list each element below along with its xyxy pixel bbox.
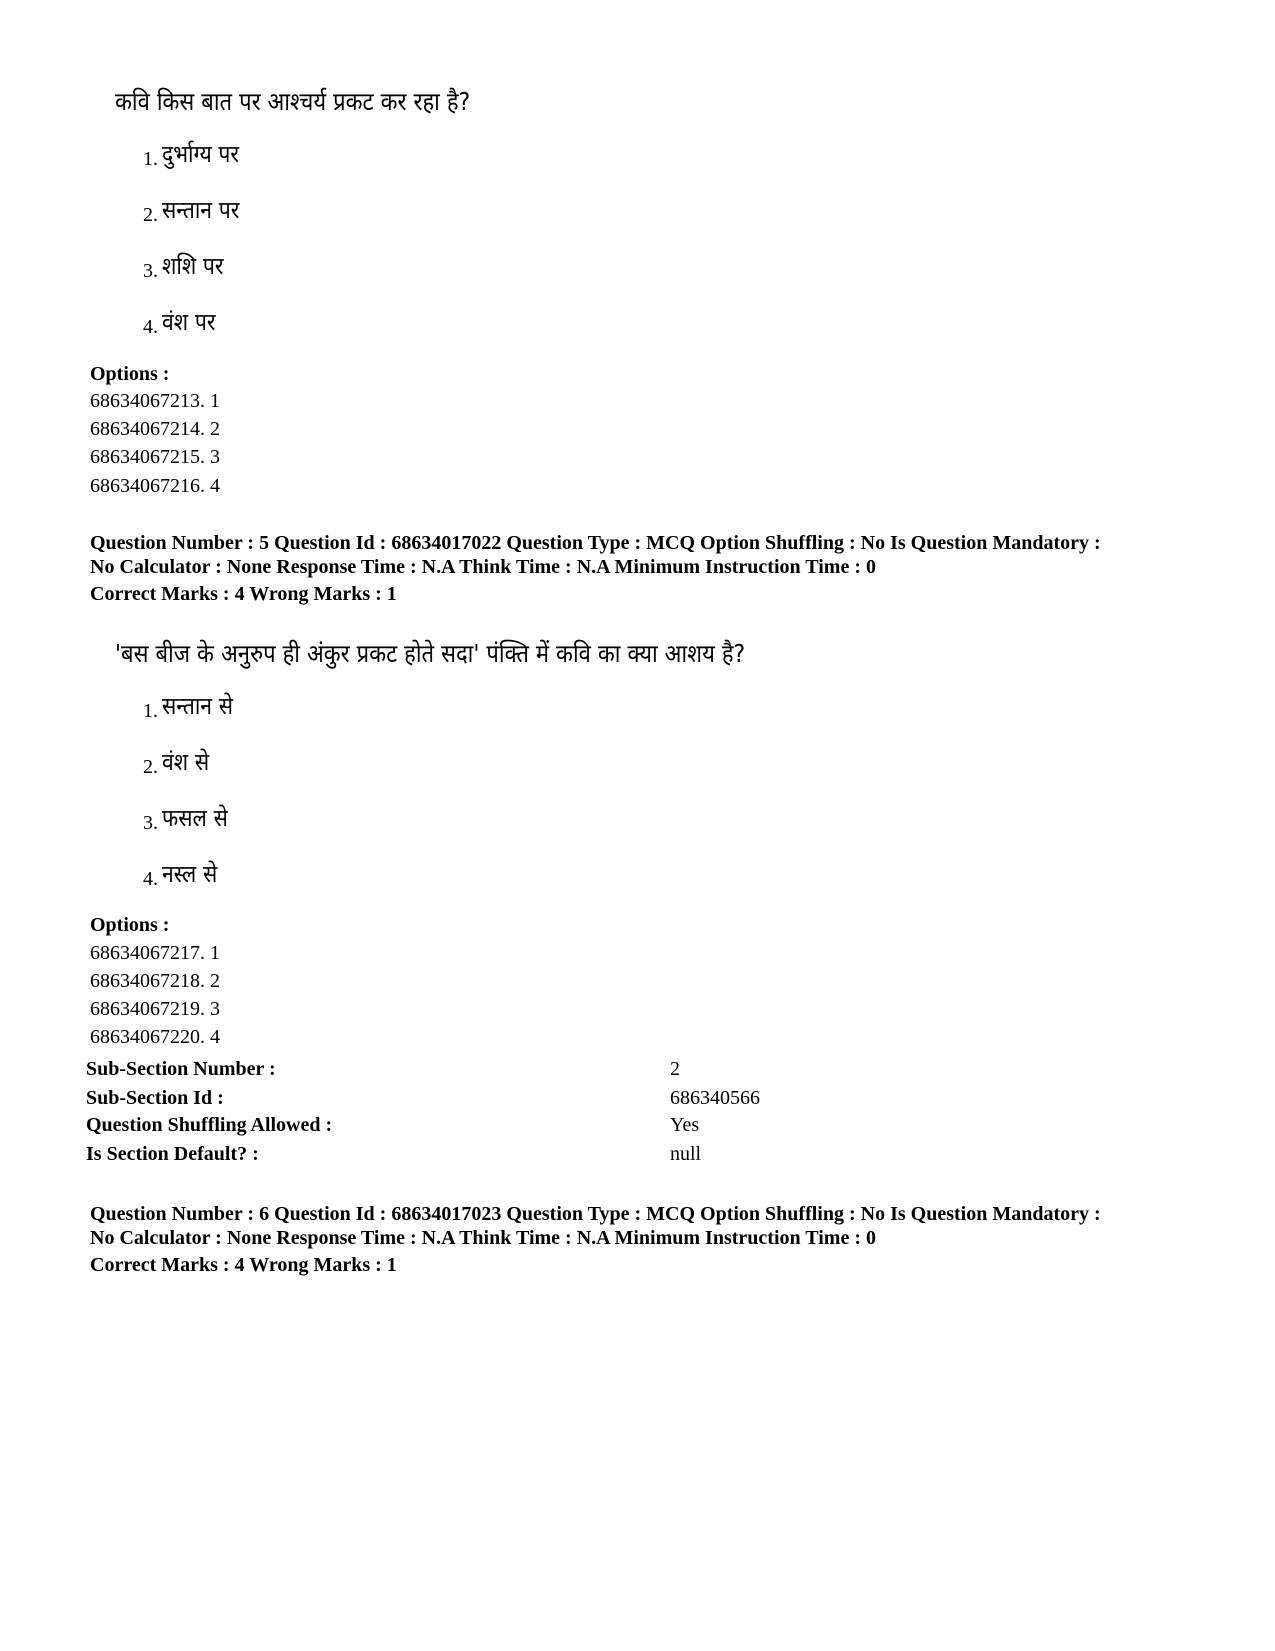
question-marks: Correct Marks : 4 Wrong Marks : 1 — [90, 583, 397, 605]
choice-number: 2. — [143, 756, 158, 778]
question-meta-line: No Calculator : None Response Time : N.A Think Time : N.A Minimum Instruction Time : 0 — [90, 1227, 876, 1249]
choice-number: 1. — [143, 700, 158, 722]
option-line: 68634067217. 1 — [90, 942, 220, 964]
subsection-value: 2 — [670, 1058, 680, 1080]
choice-item — [143, 748, 216, 781]
choice-text: सन्तान से — [162, 692, 234, 720]
choice-text: शशि पर — [162, 252, 224, 280]
option-line: 68634067219. 3 — [90, 998, 220, 1020]
question-text: कवि किस बात पर आश्चर्य प्रकट कर रहा है? — [115, 87, 471, 116]
choice-item — [143, 308, 223, 341]
subsection-value: Yes — [670, 1114, 700, 1136]
choice-number: 1. — [143, 148, 158, 170]
question-meta — [90, 1202, 1210, 1250]
option-line: 68634067218. 2 — [90, 970, 220, 992]
choice-number: 3. — [143, 260, 158, 282]
subsection-key: Is Section Default? : — [86, 1143, 259, 1165]
choice-item — [143, 860, 225, 893]
choice-text: वंश पर — [162, 308, 216, 336]
choice-number: 2. — [143, 204, 158, 226]
question-meta-line: Question Number : 5 Question Id : 68634017022 Question Type : MCQ Option Shuffling : No Is Question Mandatory : — [90, 532, 1101, 554]
choice-item — [143, 804, 237, 837]
option-line: 68634067215. 3 — [90, 446, 220, 468]
subsection-value: 686340566 — [670, 1087, 760, 1109]
choice-item — [143, 140, 250, 173]
options-label: Options : — [90, 363, 170, 385]
option-line: 68634067216. 4 — [90, 475, 220, 497]
option-line: 68634067213. 1 — [90, 390, 220, 412]
subsection-key: Sub-Section Id : — [86, 1087, 224, 1109]
choice-text: दुर्भाग्य पर — [162, 140, 240, 168]
choice-number: 4. — [143, 868, 158, 890]
choice-number: 3. — [143, 812, 158, 834]
option-line: 68634067220. 4 — [90, 1026, 220, 1048]
question-text: 'बस बीज के अनुरुप ही अंकुर प्रकट होते सदा' पंक्ति में कवि का क्या आशय है? — [115, 639, 746, 668]
question-marks: Correct Marks : 4 Wrong Marks : 1 — [90, 1254, 397, 1276]
question-meta-line: Question Number : 6 Question Id : 68634017023 Question Type : MCQ Option Shuffling : No Is Question Mandatory : — [90, 1203, 1101, 1225]
choice-item — [143, 252, 232, 285]
subsection-value: null — [670, 1143, 702, 1165]
subsection-key: Sub-Section Number : — [86, 1058, 276, 1080]
question-meta — [90, 531, 1210, 579]
choice-text: सन्तान पर — [162, 196, 240, 224]
choice-item — [143, 692, 243, 725]
choice-item — [143, 196, 250, 229]
choice-text: फसल से — [162, 804, 228, 832]
question-meta-line: No Calculator : None Response Time : N.A Think Time : N.A Minimum Instruction Time : 0 — [90, 556, 876, 578]
options-label: Options : — [90, 914, 170, 936]
choice-text: वंश से — [162, 748, 210, 776]
choice-text: नस्ल से — [162, 860, 218, 888]
subsection-key: Question Shuffling Allowed : — [86, 1114, 333, 1136]
choice-number: 4. — [143, 316, 158, 338]
option-line: 68634067214. 2 — [90, 418, 220, 440]
